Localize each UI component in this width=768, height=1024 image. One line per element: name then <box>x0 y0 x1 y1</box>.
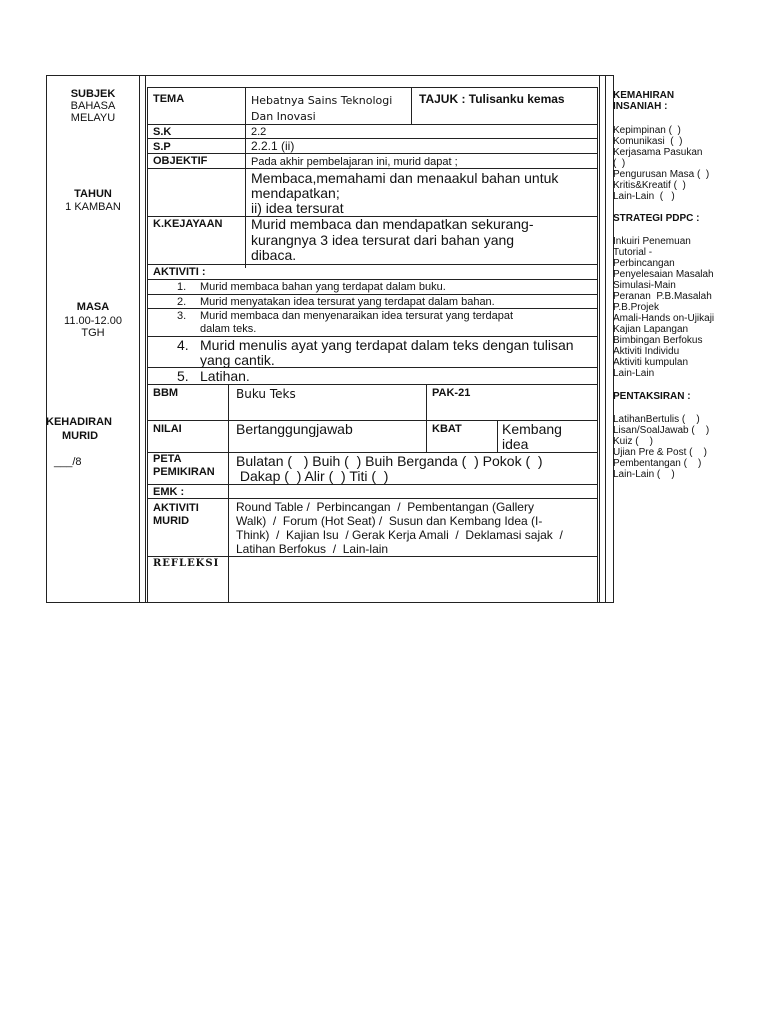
divider-left-inner <box>145 75 146 603</box>
aktiviti-num: 5. <box>177 368 189 384</box>
pentaksiran-item: Kuiz ( ) <box>613 436 654 447</box>
kehadiran-label-2: MURID <box>62 430 99 442</box>
objektif-intro: Pada akhir pembelajaran ini, murid dapat ; <box>251 156 458 168</box>
row-line <box>147 308 598 309</box>
tahun-label: TAHUN <box>74 188 112 200</box>
kehadiran-label-1: KEHADIRAN <box>46 416 112 428</box>
col-line <box>426 384 427 452</box>
emk-label: EMK : <box>153 486 185 498</box>
aktiviti-murid-label-2: MURID <box>153 515 190 527</box>
objektif-line-3: ii) idea tersurat <box>251 200 344 216</box>
kejayaan-label: K.KEJAYAAN <box>153 218 223 230</box>
masa-value-1: 11.00-12.00 <box>64 315 122 327</box>
row-line <box>147 124 598 125</box>
pentaksiran-item: Lain-Lain ( ) <box>613 469 675 480</box>
divider-right <box>605 75 606 603</box>
col-line <box>497 420 498 452</box>
peta-label-1: PETA <box>153 453 182 465</box>
strategi-item: Perbincangan <box>613 258 675 269</box>
aktiviti-murid-line-3: Think) / Kajian Isu / Gerak Kerja Amali / Deklamasi sajak / <box>236 528 563 542</box>
pak21-label: PAK-21 <box>432 387 471 399</box>
tema-label: TEMA <box>153 93 185 105</box>
kemahiran-item: Kepimpinan ( ) <box>613 125 681 136</box>
row-line <box>147 168 598 169</box>
masa-label: MASA <box>76 301 110 313</box>
pentaksiran-item: Pembentangan ( ) <box>613 458 702 469</box>
nilai-value: Bertanggungjawab <box>236 421 353 437</box>
divider-right-inner <box>599 75 600 603</box>
subjek-value-2: MELAYU <box>70 112 116 124</box>
sk-label: S.K <box>153 126 172 138</box>
kbat-value-2: idea <box>502 436 529 452</box>
objektif-line-2: mendapatkan; <box>251 185 340 201</box>
kemahiran-item: Lain-Lain ( ) <box>613 191 675 202</box>
strategi-item: Bimbingan Berfokus <box>613 335 703 346</box>
nilai-label: NILAI <box>153 423 182 435</box>
subjek-label: SUBJEK <box>70 88 116 100</box>
kemahiran-item: Kritis&Kreatif ( ) <box>613 180 686 191</box>
aktiviti-murid-label-1: AKTIVITI <box>153 502 199 514</box>
strategi-item: Aktiviti Individu <box>613 346 680 357</box>
objektif-label: OBJEKTIF <box>153 155 208 167</box>
tema-value-2: Dan Inovasi <box>251 110 316 123</box>
aktiviti-num: 3. <box>177 310 187 322</box>
aktiviti-item-4a: Murid menulis ayat yang terdapat dalam teks dengan tulisan <box>200 337 574 353</box>
peta-label-2: PEMIKIRAN <box>153 466 215 478</box>
sk-value: 2.2 <box>251 126 267 138</box>
subjek-value-1: BAHASA <box>70 100 116 112</box>
aktiviti-item-3a: Murid membaca dan menyenaraikan idea tersurat yang terdapat <box>200 310 514 322</box>
row-line <box>147 294 598 295</box>
strategi-item: P.B.Projek <box>613 302 659 313</box>
sp-label: S.P <box>153 141 171 153</box>
kehadiran-value: ___/8 <box>54 456 82 468</box>
tahun-value: 1 KAMBAN <box>65 201 121 213</box>
peta-line-2: Dakap ( ) Alir ( ) Titi ( ) <box>236 468 389 484</box>
aktiviti-num: 4. <box>177 337 189 353</box>
objektif-line-1: Membaca,memahami dan menaakul bahan untuk <box>251 170 559 186</box>
aktiviti-item-4b: yang cantik. <box>200 352 275 368</box>
strategi-item: Peranan P.B.Masalah <box>613 291 712 302</box>
row-line <box>147 153 598 154</box>
kemahiran-title-1: KEMAHIRAN <box>613 90 675 101</box>
bbm-label: BBM <box>153 387 179 399</box>
strategi-item: Amali-Hands on-Ujikaji <box>613 313 715 324</box>
bbm-value: Buku Teks <box>236 387 296 401</box>
row-line <box>147 264 598 265</box>
pentaksiran-item: LatihanBertulis ( ) <box>613 414 700 425</box>
kbat-label: KBAT <box>432 423 462 435</box>
aktiviti-item-1: Murid membaca bahan yang terdapat dalam buku. <box>200 281 446 293</box>
strategi-item: Penyelesaian Masalah <box>613 269 714 280</box>
kemahiran-item: Kerjasama Pasukan <box>613 147 703 158</box>
col-line <box>228 384 229 603</box>
col-line <box>411 87 412 125</box>
aktiviti-murid-line-1: Round Table / Perbincangan / Pembentangan (Gallery <box>236 500 534 514</box>
aktiviti-num: 2. <box>177 296 187 308</box>
kejayaan-line-3: dibaca. <box>251 247 297 263</box>
kbat-value-1: Kembang <box>502 421 562 437</box>
pentaksiran-item: Lisan/SoalJawab ( ) <box>613 425 710 436</box>
pentaksiran-title: PENTAKSIRAN : <box>613 391 691 402</box>
tajuk-label: TAJUK : Tulisanku kemas <box>419 92 565 106</box>
strategi-item: Kajian Lapangan <box>613 324 689 335</box>
sp-value: 2.2.1 (ii) <box>251 139 295 153</box>
aktiviti-label: AKTIVITI : <box>153 266 206 278</box>
kemahiran-item: Pengurusan Masa ( ) <box>613 169 710 180</box>
row-line <box>147 384 598 385</box>
row-line <box>147 498 598 499</box>
kejayaan-line-1: Murid membaca dan mendapatkan sekurang- <box>251 216 534 232</box>
row-line <box>147 556 598 557</box>
peta-line-1: Bulatan ( ) Buih ( ) Buih Berganda ( ) Pokok ( ) <box>236 453 543 469</box>
refleksi-label: REFLEKSI <box>153 558 220 569</box>
col-line <box>245 87 246 268</box>
kemahiran-item: ( ) <box>613 158 626 169</box>
aktiviti-murid-line-4: Latihan Berfokus / Lain-lain <box>236 542 389 556</box>
strategi-item: Tutorial - <box>613 247 653 258</box>
row-line <box>147 138 598 139</box>
strategi-item: Simulasi-Main <box>613 280 676 291</box>
aktiviti-item-2: Murid menyatakan idea tersurat yang terdapat dalam bahan. <box>200 296 495 308</box>
kejayaan-line-2: kurangnya 3 idea tersurat dari bahan yang <box>251 232 515 248</box>
kemahiran-item: Komunikasi ( ) <box>613 136 683 147</box>
aktiviti-item-3b: dalam teks. <box>200 323 257 335</box>
pentaksiran-item: Ujian Pre & Post ( ) <box>613 447 707 458</box>
strategi-title: STRATEGI PDPC : <box>613 213 700 224</box>
aktiviti-murid-line-2: Walk) / Forum (Hot Seat) / Susun dan Kembang Idea (I- <box>236 514 543 528</box>
strategi-item: Aktiviti kumpulan <box>613 357 689 368</box>
row-line <box>147 484 598 485</box>
row-line <box>147 279 598 280</box>
aktiviti-num: 1. <box>177 281 187 293</box>
tema-value-1: Hebatnya Sains Teknologi <box>251 94 393 107</box>
strategi-item: Lain-Lain <box>613 368 655 379</box>
divider-left <box>139 75 140 603</box>
aktiviti-item-5: Latihan. <box>200 368 250 384</box>
kemahiran-title-2: INSANIAH : <box>613 101 668 112</box>
strategi-item: Inkuiri Penemuan <box>613 236 691 247</box>
masa-value-2: TGH <box>81 327 105 339</box>
